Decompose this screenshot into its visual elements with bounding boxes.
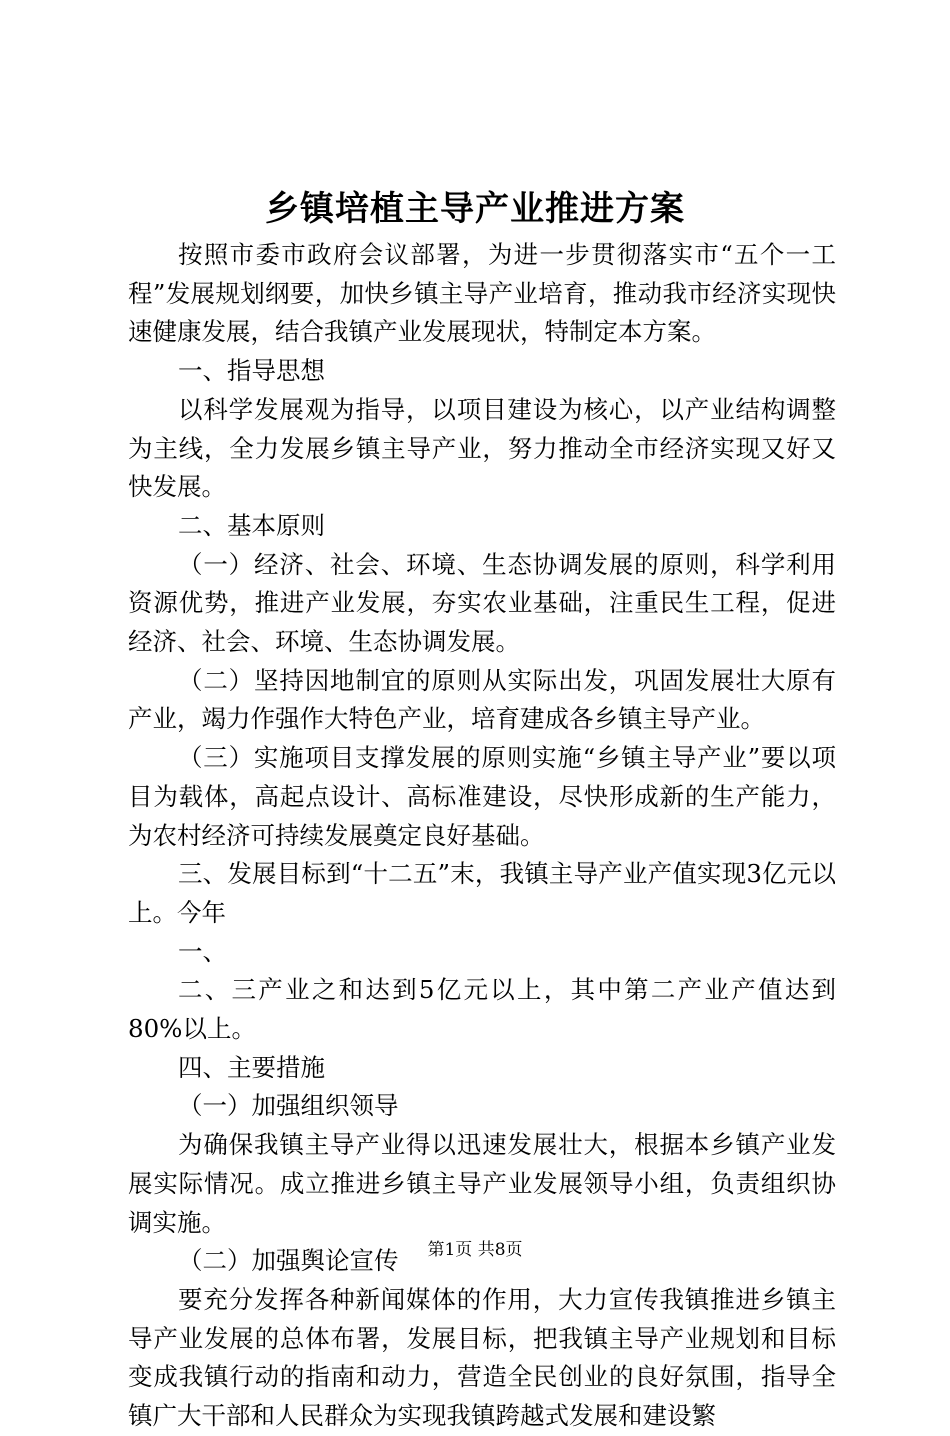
paragraph-principle-1: （一）经济、社会、环境、生态协调发展的原则，科学利用资源优势，推进产业发展，夯实农业基础，注重民生工程，促进经济、社会、环境、生态协调发展。 [128,549,836,657]
paragraph-fragment-one: 一、 [178,936,227,966]
paragraph-publicity: 要充分发挥各种新闻媒体的作用，大力宣传我镇推进乡镇主导产业发展的总体布署，发展目标，把我镇主导产业规划和目标变成我镇行动的指南和动力，营造全民创业的良好氛围，指导全镇广大干部和人民群众为实现我镇跨越式发展和建设繁 [128,1284,836,1431]
document-title: 乡镇培植主导产业推进方案 [265,189,685,229]
paragraph-principle-2: （二）坚持因地制宜的原则从实际出发，巩固发展壮大原有产业，竭力作强作大特色产业，培育建成各乡镇主导产业。 [128,665,836,734]
section-heading-basic-principles: 二、基本原则 [178,510,325,540]
subheading-organization: （一）加强组织领导 [178,1091,399,1121]
paragraph-guiding-ideology: 以科学发展观为指导，以项目建设为核心，以产业结构调整为主线，全力发展乡镇主导产业，努力推动全市经济实现又好又快发展。 [128,394,836,502]
subheading-publicity: （二）加强舆论宣传 [178,1246,399,1276]
section-heading-main-measures: 四、主要措施 [178,1052,325,1082]
paragraph-industry-target: 二、三产业之和达到5亿元以上，其中第二产业产值达到80%以上。 [128,975,836,1044]
paragraph-intro: 按照市委市政府会议部署，为进一步贯彻落实市“五个一工程”发展规划纲要，加快乡镇主导产业培育，推动我市经济实现快速健康发展，结合我镇产业发展现状，特制定本方案。 [128,240,836,347]
paragraph-development-goal: 三、发展目标到“十二五”末，我镇主导产业产值实现3亿元以上。今年 [128,859,836,927]
page-footer: 第1页 共8页 [427,1240,523,1260]
paragraph-organization: 为确保我镇主导产业得以迅速发展壮大，根据本乡镇产业发展实际情况。成立推进乡镇主导产业发展领导小组，负责组织协调实施。 [128,1130,836,1237]
section-heading-guiding-ideology: 一、指导思想 [178,356,325,386]
paragraph-principle-3: （三）实施项目支撑发展的原则实施“乡镇主导产业”要以项目为载体，高起点设计、高标准建设，尽快形成新的生产能力，为农村经济可持续发展奠定良好基础。 [128,743,836,850]
